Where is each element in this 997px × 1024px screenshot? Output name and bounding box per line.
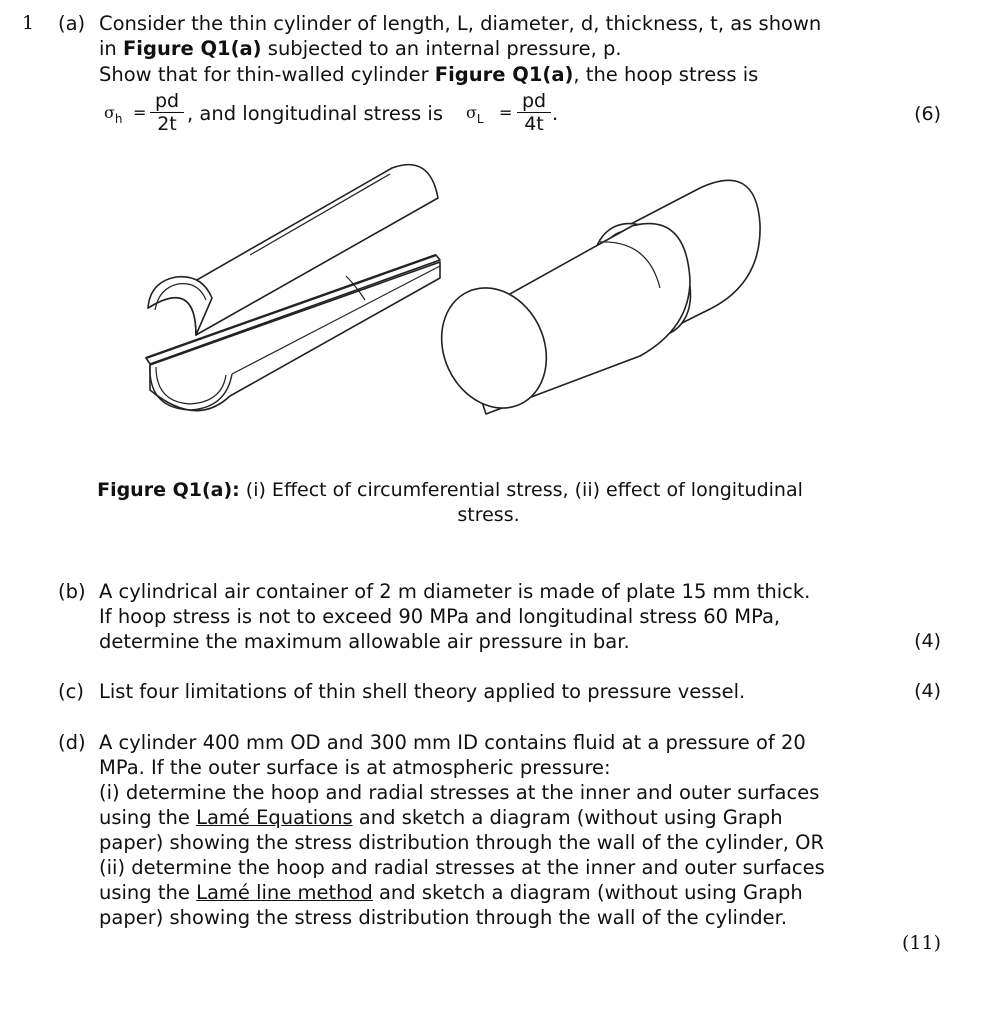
long-stress-symbol: $\sigma_L$ — [466, 103, 484, 126]
part-d-line7: using the Lamé line method and sketch a diagram (without using Graph — [99, 881, 803, 904]
part-a-line1: Consider the thin cylinder of length, L, diameter, d, thickness, t, as shown — [99, 12, 822, 35]
hoop-numerator: pd — [150, 90, 184, 113]
part-d-line2: MPa. If the outer surface is at atmospheric pressure: — [99, 756, 611, 779]
part-b-line2: If hoop stress is not to exceed 90 MPa and longitudinal stress 60 MPa, — [99, 605, 781, 628]
part-d-line5: paper) showing the stress distribution through the wall of the cylinder, OR — [99, 831, 824, 854]
equation-end: . — [552, 102, 559, 125]
part-a-label: (a) — [58, 12, 86, 35]
part-d-line4: using the Lamé Equations and sketch a diagram (without using Graph — [99, 806, 783, 829]
question-number: 1 — [22, 12, 35, 34]
part-b-line1: A cylindrical air container of 2 m diameter is made of plate 15 mm thick. — [99, 580, 811, 603]
hoop-stress-fraction — [150, 90, 184, 135]
lame-equations-link: Lamé Equations — [196, 806, 353, 829]
long-equals: = — [499, 103, 513, 122]
part-d-line6: (ii) determine the hoop and radial stresses at the inner and outer surfaces — [99, 856, 825, 879]
long-stress-fraction — [517, 90, 551, 135]
part-a-marks: (6) — [914, 103, 941, 125]
part-d-label: (d) — [58, 731, 86, 754]
part-d-line1: A cylinder 400 mm OD and 300 mm ID contains fluid at a pressure of 20 — [99, 731, 806, 754]
part-c-line1: List four limitations of thin shell theory applied to pressure vessel. — [99, 680, 746, 703]
part-c-label: (c) — [58, 680, 84, 703]
part-b-line3: determine the maximum allowable air pressure in bar. — [99, 630, 630, 653]
figure-ref: Figure Q1(a) — [122, 37, 262, 60]
part-d-line8: paper) showing the stress distribution through the wall of the cylinder. — [99, 906, 788, 929]
part-a-line2: in Figure Q1(a) subjected to an internal pressure, p. — [99, 37, 622, 60]
part-d-line3: (i) determine the hoop and radial stresses at the inner and outer surfaces — [99, 781, 820, 804]
long-numerator: pd — [517, 90, 551, 113]
part-a-mid-text: , and longitudinal stress is — [187, 102, 443, 125]
figure-caption-cont: stress. — [457, 504, 520, 526]
part-d-marks: (11) — [901, 932, 941, 954]
part-b-label: (b) — [58, 580, 86, 603]
front-cylinder-segment — [422, 224, 690, 426]
hoop-denominator: 2t — [157, 113, 177, 135]
lame-line-method-link: Lamé line method — [196, 881, 373, 904]
hoop-stress-symbol: $\sigma_h$ — [104, 103, 123, 126]
figure-caption: Figure Q1(a): (i) Effect of circumferential stress, (ii) effect of longitudinal — [97, 479, 803, 501]
figure-ref: Figure Q1(a) — [434, 63, 574, 86]
figure-q1a — [0, 160, 997, 460]
hoop-equals: = — [133, 103, 147, 122]
part-b-marks: (4) — [914, 630, 941, 652]
long-denominator: 4t — [524, 113, 544, 135]
part-a-line3: Show that for thin-walled cylinder Figure Q1(a), the hoop stress is — [99, 63, 759, 86]
part-c-marks: (4) — [914, 680, 941, 702]
